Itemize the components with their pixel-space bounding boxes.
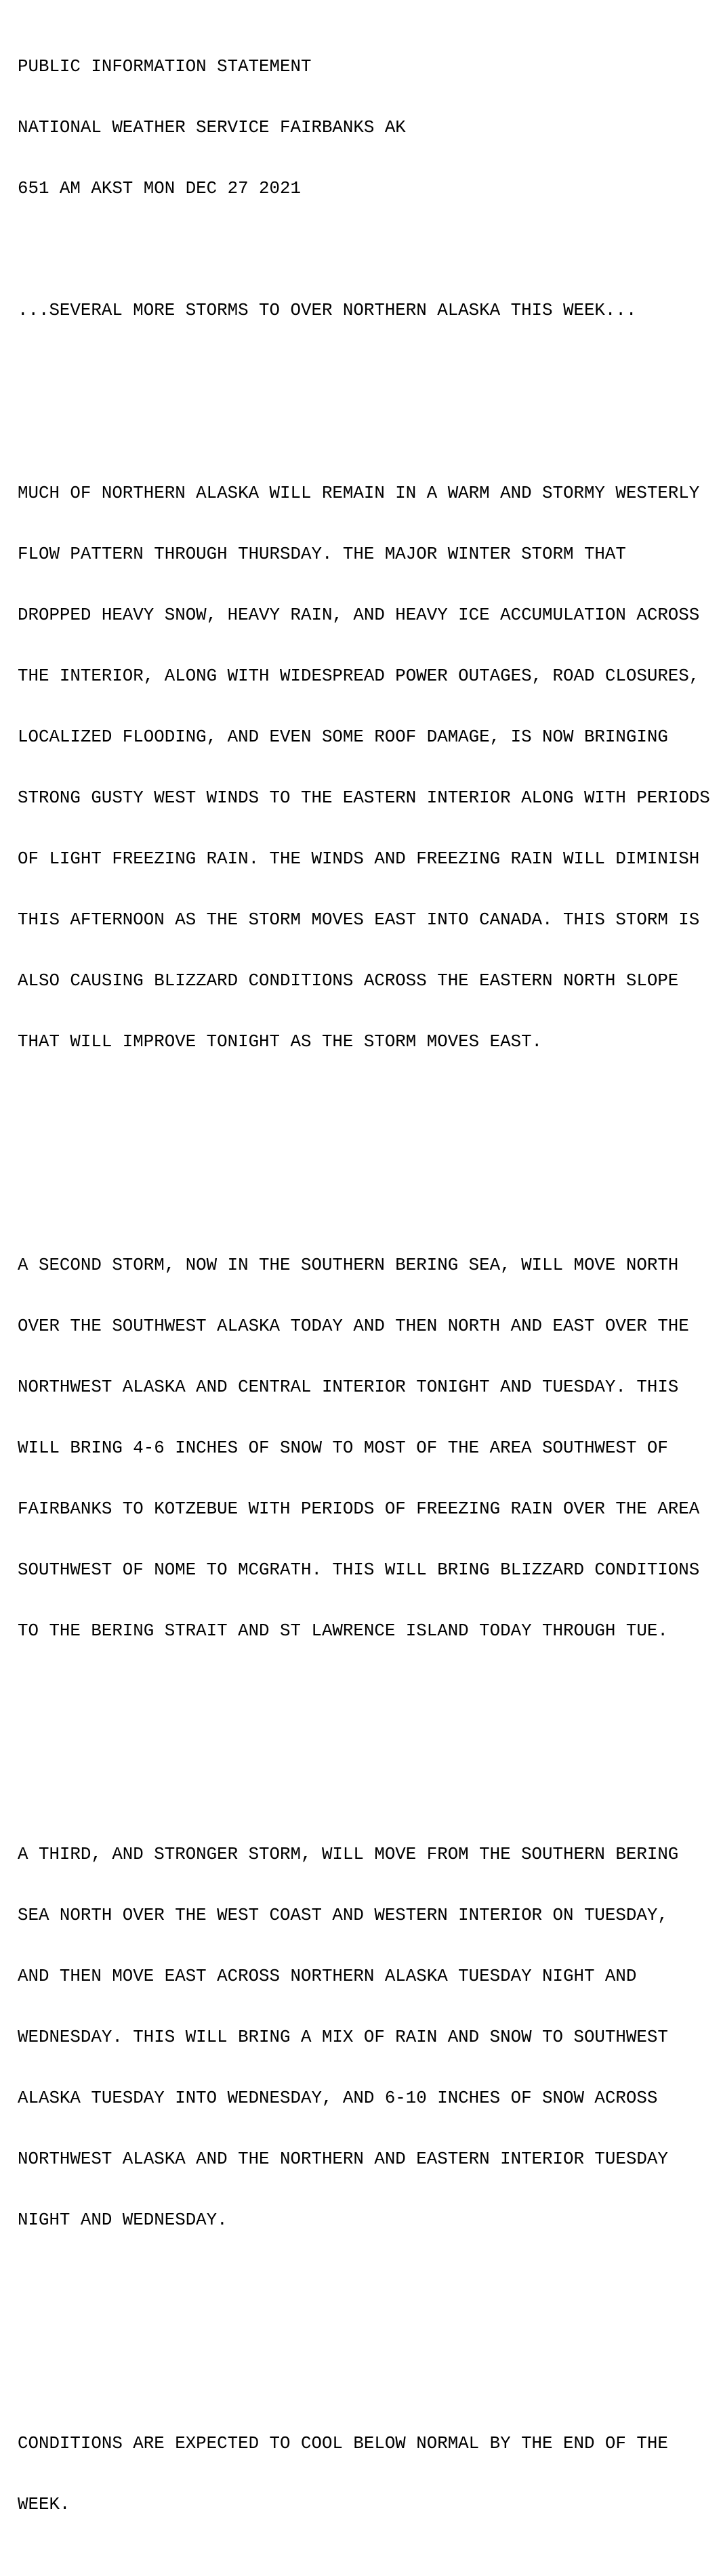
paragraph-line: WEDNESDAY. THIS WILL BRING A MIX OF RAIN AND SNOW TO SOUTHWEST (18, 2027, 668, 2047)
paragraph-line: FLOW PATTERN THROUGH THURSDAY. THE MAJOR WINTER STORM THAT (18, 544, 626, 564)
paragraph-4 (18, 2393, 718, 2556)
spacer (18, 1723, 718, 1743)
paragraph-line: SEA NORTH OVER THE WEST COAST AND WESTERN INTERIOR ON TUESDAY, (18, 1906, 668, 1925)
issue-time: 651 AM AKST MON DEC 27 2021 (18, 179, 301, 198)
paragraph-line: ALSO CAUSING BLIZZARD CONDITIONS ACROSS THE EASTERN NORTH SLOPE (18, 971, 679, 991)
paragraph-line: OVER THE SOUTHWEST ALASKA TODAY AND THEN NORTH AND EAST OVER THE (18, 1316, 689, 1336)
paragraph-line: A SECOND STORM, NOW IN THE SOUTHERN BERING SEA, WILL MOVE NORTH (18, 1255, 679, 1275)
paragraph-line: SOUTHWEST OF NOME TO MCGRATH. THIS WILL BRING BLIZZARD CONDITIONS (18, 1560, 700, 1580)
paragraph-line: WILL BRING 4-6 INCHES OF SNOW TO MOST OF THE AREA SOUTHWEST OF (18, 1438, 668, 1458)
paragraph-line: NORTHWEST ALASKA AND CENTRAL INTERIOR TONIGHT AND TUESDAY. THIS (18, 1377, 679, 1397)
paragraph-line: THAT WILL IMPROVE TONIGHT AS THE STORM MOVES EAST. (18, 1032, 543, 1052)
paragraph-line: LOCALIZED FLOODING, AND EVEN SOME ROOF DAMAGE, IS NOW BRINGING (18, 727, 668, 747)
headline: ...SEVERAL MORE STORMS TO OVER NORTHERN ALASKA THIS WEEK... (18, 301, 637, 320)
paragraph-line: A THIRD, AND STRONGER STORM, WILL MOVE FROM THE SOUTHERN BERING (18, 1845, 679, 1864)
paragraph-line: STRONG GUSTY WEST WINDS TO THE EASTERN INTERIOR ALONG WITH PERIODS (18, 788, 710, 808)
paragraph-line: THIS AFTERNOON AS THE STORM MOVES EAST INTO CANADA. THIS STORM IS (18, 910, 700, 930)
issuing-office: NATIONAL WEATHER SERVICE FAIRBANKS AK (18, 118, 406, 137)
spacer (18, 1134, 718, 1154)
paragraph-1 (18, 443, 718, 1093)
paragraph-3 (18, 1804, 718, 2271)
paragraph-line: THE INTERIOR, ALONG WITH WIDESPREAD POWER OUTAGES, ROAD CLOSURES, (18, 666, 700, 686)
paragraph-line: OF LIGHT FREEZING RAIN. THE WINDS AND FREEZING RAIN WILL DIMINISH (18, 849, 700, 869)
spacer (18, 2312, 718, 2332)
paragraph-line: AND THEN MOVE EAST ACROSS NORTHERN ALASKA TUESDAY NIGHT AND (18, 1967, 637, 1986)
paragraph-line: NORTHWEST ALASKA AND THE NORTHERN AND EASTERN INTERIOR TUESDAY (18, 2149, 668, 2169)
paragraph-line: ALASKA TUESDAY INTO WEDNESDAY, AND 6-10 INCHES OF SNOW ACROSS (18, 2088, 658, 2108)
paragraph-line: CONDITIONS ARE EXPECTED TO COOL BELOW NORMAL BY THE END OF THE (18, 2434, 668, 2453)
paragraph-line: FAIRBANKS TO KOTZEBUE WITH PERIODS OF FREEZING RAIN OVER THE AREA (18, 1499, 700, 1519)
paragraph-line: NIGHT AND WEDNESDAY. (18, 2210, 228, 2230)
paragraph-line: MUCH OF NORTHERN ALASKA WILL REMAIN IN A WARM AND STORMY WESTERLY (18, 484, 700, 503)
spacer (18, 362, 718, 382)
paragraph-line: WEEK. (18, 2495, 70, 2514)
spacer (18, 240, 718, 260)
paragraph-2 (18, 1215, 718, 1682)
paragraph-line: DROPPED HEAVY SNOW, HEAVY RAIN, AND HEAVY ICE ACCUMULATION ACROSS (18, 605, 700, 625)
statement-document (18, 16, 718, 2576)
statement-title: PUBLIC INFORMATION STATEMENT (18, 57, 312, 77)
paragraph-line: TO THE BERING STRAIT AND ST LAWRENCE ISLAND TODAY THROUGH TUE. (18, 1621, 668, 1641)
